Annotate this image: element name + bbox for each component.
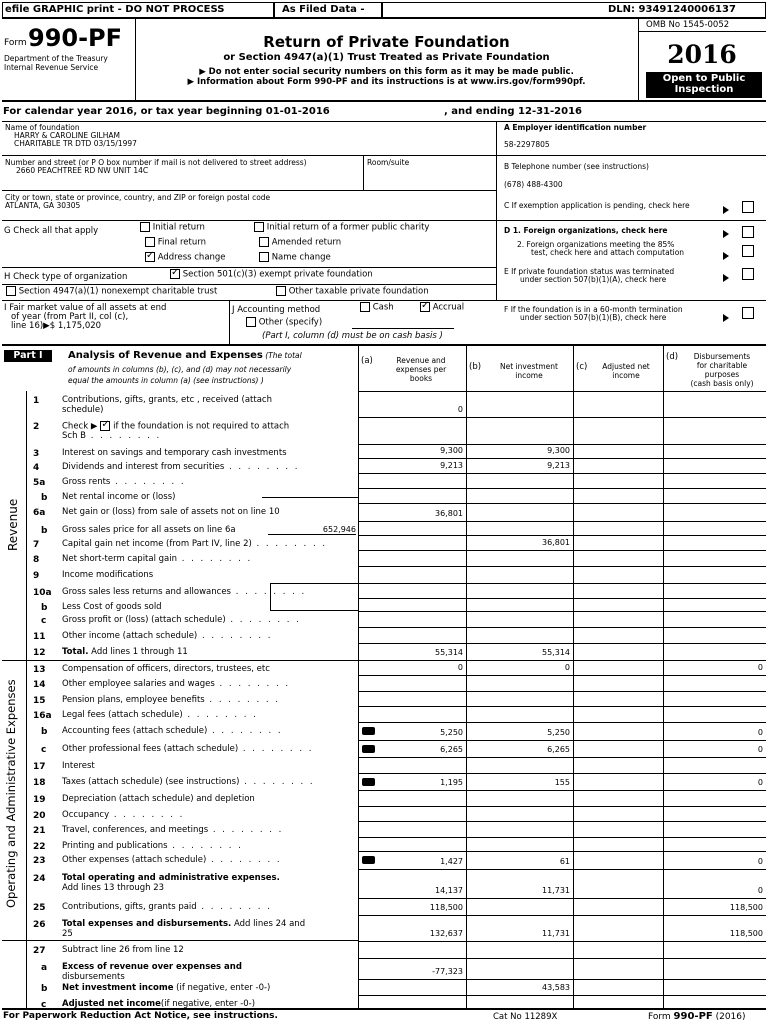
line-number: 4 xyxy=(33,463,40,473)
col-d-letter: (d) xyxy=(666,352,679,362)
row-rule xyxy=(358,691,766,692)
initial-former-option[interactable]: Initial return of a former public charity xyxy=(254,222,429,233)
row-rule xyxy=(358,473,766,474)
d2-checkbox[interactable] xyxy=(742,245,754,257)
form-subtitle: or Section 4947(a)(1) Trust Treated as Private Foundation xyxy=(223,52,550,63)
revenue-rule xyxy=(262,497,358,498)
city-label: City or town, state or province, country, and ZIP or foreign postal code xyxy=(5,193,271,202)
line-number: 2 xyxy=(33,422,40,432)
f-label-b: under section 507(b)(1)(B), check here xyxy=(520,313,667,322)
cell-a: 6,265 xyxy=(440,745,463,754)
f-checkbox[interactable] xyxy=(742,307,754,319)
cell-b: 43,583 xyxy=(542,983,570,992)
amended-return-checkbox[interactable] xyxy=(259,237,269,247)
dept-line2: Internal Revenue Service xyxy=(4,63,99,72)
line-description: Interest xyxy=(62,761,95,771)
cell-a: 118,500 xyxy=(429,903,463,912)
g-label: G Check all that apply xyxy=(4,226,99,236)
cell-d: 0 xyxy=(757,663,763,672)
tax-year: 2016 xyxy=(667,40,737,69)
row-rule xyxy=(358,740,766,741)
line-number: 25 xyxy=(33,903,46,913)
e-checkbox[interactable] xyxy=(742,268,754,280)
line-description: Dividends and interest from securities . . . xyxy=(62,462,300,472)
cell-a: 36,801 xyxy=(435,509,463,518)
line-description-cont: Sch B . . . xyxy=(62,431,161,441)
cell-b: 11,731 xyxy=(542,929,570,938)
line-description-cont: 25 xyxy=(62,929,73,939)
row-rule xyxy=(358,722,766,723)
initial-return-checkbox[interactable] xyxy=(140,222,150,232)
name-change-option[interactable]: Name change xyxy=(259,252,331,263)
row-rule xyxy=(358,521,766,522)
cell-b: 9,300 xyxy=(547,446,570,455)
d2-label-a: 2. Foreign organizations meeting the 85% xyxy=(517,240,675,249)
gross-sales-box xyxy=(270,583,358,611)
line-number: 19 xyxy=(33,795,46,805)
j-cash-option[interactable]: Cash xyxy=(360,302,394,313)
cell-b: 5,250 xyxy=(547,728,570,737)
line-description: Compensation of officers, directors, trustees, etc xyxy=(62,664,270,674)
row-rule xyxy=(358,915,766,916)
line-number: 26 xyxy=(33,920,46,930)
cell-a: 1,195 xyxy=(440,778,463,787)
line-description: Check ▶✓ if the foundation is not required to attach xyxy=(62,421,289,432)
line-description: Pension plans, employee benefits . . . xyxy=(62,695,280,705)
col-a-letter: (a) xyxy=(361,356,373,366)
f-label-a: F If the foundation is in a 60-month termination xyxy=(504,305,683,314)
initial-former-checkbox[interactable] xyxy=(254,222,264,232)
d1-checkbox[interactable] xyxy=(742,226,754,238)
form-title: Return of Private Foundation xyxy=(263,33,510,51)
row-rule xyxy=(358,706,766,707)
row-rule xyxy=(358,898,766,899)
line-number: b xyxy=(41,984,48,994)
cell-b: 0 xyxy=(564,663,570,672)
part1-title: Analysis of Revenue and Expenses (The total xyxy=(68,350,302,361)
row-rule xyxy=(358,598,766,599)
line-description-cont: schedule) xyxy=(62,405,104,415)
h-4947-option[interactable]: Section 4947(a)(1) nonexempt charitable trust xyxy=(6,286,217,297)
row-rule xyxy=(358,806,766,807)
h-501c3-checkbox[interactable] xyxy=(170,269,180,279)
row-rule xyxy=(358,821,766,822)
line-number: 27 xyxy=(33,946,46,956)
city-value: ATLANTA, GA 30305 xyxy=(5,201,81,210)
omb-number: OMB No 1545-0052 xyxy=(646,20,730,30)
e-label-a: E If private foundation status was terminated xyxy=(504,267,675,276)
d2-label-b: test, check here and attach computation xyxy=(531,248,685,257)
line-description: Taxes (attach schedule) (see instructions) . . . xyxy=(62,777,315,787)
line-description: Less Cost of goods sold xyxy=(62,602,162,612)
line-number: 12 xyxy=(33,648,46,658)
cell-a: 14,137 xyxy=(435,886,463,895)
part1-label: Part I xyxy=(4,350,52,362)
footer-form: Form 990-PF (2016) xyxy=(648,1011,746,1022)
line-description: Gross rents . . . xyxy=(62,477,186,487)
line-number: 8 xyxy=(33,555,40,565)
line-number: 17 xyxy=(33,762,46,772)
row-rule xyxy=(358,941,766,942)
c-arrow-icon xyxy=(723,205,729,215)
part1-sub1: of amounts in columns (b), (c), and (d) may not necessarily xyxy=(68,365,292,374)
h-other-option[interactable]: Other taxable private foundation xyxy=(276,286,429,297)
e-arrow-icon xyxy=(723,273,729,283)
row-rule xyxy=(358,643,766,644)
cell-a: 9,213 xyxy=(440,461,463,470)
line-description-cont: disbursements xyxy=(62,972,125,982)
line-description: Occupancy . . . xyxy=(62,810,184,820)
final-return-option[interactable]: Final return xyxy=(145,237,206,248)
cell-d: 0 xyxy=(757,778,763,787)
form-prefix: Form xyxy=(4,38,27,48)
footer-paperwork: For Paperwork Reduction Act Notice, see instructions. xyxy=(3,1011,278,1021)
part1-sub2: equal the amounts in column (a) (see instructions) ) xyxy=(68,376,264,385)
line-number: 13 xyxy=(33,665,46,675)
line-number: 20 xyxy=(33,811,46,821)
line-number: c xyxy=(41,616,47,626)
h-501c3-option[interactable]: ✓ Section 501(c)(3) exempt private foundation xyxy=(170,269,373,280)
line-number: c xyxy=(41,745,47,755)
line-description: Net rental income or (loss) xyxy=(62,492,176,502)
cell-a: 0 xyxy=(457,663,463,672)
line-description: Contributions, gifts, grants, etc , received (attach xyxy=(62,395,272,405)
j-label: J Accounting method xyxy=(232,305,321,315)
line-description: Other professional fees (attach schedule) . . . xyxy=(62,744,313,754)
line-description: Accounting fees (attach schedule) . . . xyxy=(62,726,283,736)
row-rule xyxy=(358,675,766,676)
foundation-name-1: HARRY & CAROLINE GILHAM xyxy=(14,131,120,140)
i-line2: of year (from Part II, col (c), xyxy=(11,312,129,322)
expenses-side-label: Operating and Administrative Expenses xyxy=(4,679,18,908)
f-arrow-icon xyxy=(723,313,729,323)
dept-line1: Department of the Treasury xyxy=(4,54,108,63)
c-label: C If exemption application is pending, check here xyxy=(504,201,690,210)
row-rule xyxy=(358,869,766,870)
inline-underline xyxy=(268,534,356,535)
j-note: (Part I, column (d) must be on cash basis ) xyxy=(262,331,443,341)
d1-arrow-icon xyxy=(723,229,729,239)
line-description: Gross profit or (loss) (attach schedule) . . . xyxy=(62,615,301,625)
line-number: 23 xyxy=(33,856,46,866)
street-value: 2660 PEACHTREE RD NW UNIT 14C xyxy=(16,166,149,175)
line-number: 15 xyxy=(33,696,46,706)
line-number: 10a xyxy=(33,588,52,598)
line-number: b xyxy=(41,727,48,737)
h-label: H Check type of organization xyxy=(4,272,128,282)
line-description: Gross sales less returns and allowances . . . xyxy=(62,587,306,597)
cell-b: 11,731 xyxy=(542,886,570,895)
cell-d: 0 xyxy=(757,745,763,754)
cell-a: 0 xyxy=(457,405,463,414)
cell-a: 5,250 xyxy=(440,728,463,737)
line-number: b xyxy=(41,526,48,536)
line-number: c xyxy=(41,1000,47,1010)
line-number: b xyxy=(41,493,48,503)
line-description: Income modifications xyxy=(62,570,154,580)
line-description: Legal fees (attach schedule) . . . xyxy=(62,710,258,720)
row-rule xyxy=(358,444,766,445)
row-rule xyxy=(358,458,766,459)
dln-label: DLN: 93491240006137 xyxy=(608,4,736,15)
col-b-header: Net investment income xyxy=(500,362,558,380)
line-description: Net gain or (loss) from sale of assets not on line 10 xyxy=(62,507,280,517)
sch-b-checkbox[interactable] xyxy=(100,421,110,431)
row-rule xyxy=(358,773,766,774)
row-rule xyxy=(358,611,766,612)
address-change-checkbox[interactable] xyxy=(145,252,155,262)
ein-label: A Employer identification number xyxy=(504,123,647,132)
row-rule xyxy=(358,417,766,418)
col-d-header: Disbursements for charitable purposes (cash basis only) xyxy=(690,352,754,388)
line-description: Total operating and administrative expenses. xyxy=(62,873,280,883)
row-rule xyxy=(358,503,766,504)
phone-label: B Telephone number (see instructions) xyxy=(504,162,649,171)
form-number: 990-PF xyxy=(28,24,123,52)
amended-return-option[interactable]: Amended return xyxy=(259,237,341,248)
j-accrual-option[interactable]: ✓ Accrual xyxy=(420,302,464,313)
e-label-b: under section 507(b)(1)(A), check here xyxy=(520,275,667,284)
ein-value: 58-2297805 xyxy=(504,140,550,149)
row-rule xyxy=(358,488,766,489)
row-rule xyxy=(358,851,766,852)
line-description: Travel, conferences, and meetings . . . xyxy=(62,825,283,835)
cell-b: 155 xyxy=(554,778,570,787)
line-number: 21 xyxy=(33,826,46,836)
cell-a: -77,323 xyxy=(432,967,463,976)
line-description: Total expenses and disbursements. Add lines 24 and xyxy=(62,919,306,929)
row-rule xyxy=(358,583,766,584)
line-number: 18 xyxy=(33,778,46,788)
line-number: 5a xyxy=(33,478,46,488)
line-description: Total. Add lines 1 through 11 xyxy=(62,647,188,657)
street-label: Number and street (or P O box number if mail is not delivered to street address) xyxy=(5,158,307,167)
cell-d: 0 xyxy=(757,886,763,895)
j-other-option[interactable]: Other (specify) xyxy=(246,317,322,328)
line-description: Net investment income (if negative, enter -0-) xyxy=(62,983,271,993)
cell-d: 118,500 xyxy=(729,929,763,938)
cell-a: 132,637 xyxy=(429,929,463,938)
cell-b: 9,213 xyxy=(547,461,570,470)
line-description-cont: Add lines 13 through 23 xyxy=(62,883,165,893)
line-number: 1 xyxy=(33,396,40,406)
line-number: 6a xyxy=(33,508,46,518)
row-rule xyxy=(358,627,766,628)
line-description: Other income (attach schedule) . . . xyxy=(62,631,272,641)
line-number: a xyxy=(41,963,48,973)
cell-b: 55,314 xyxy=(542,648,570,657)
cell-d: 0 xyxy=(757,728,763,737)
cell-a: 9,300 xyxy=(440,446,463,455)
j-other-checkbox[interactable] xyxy=(246,317,256,327)
cell-d: 0 xyxy=(757,857,763,866)
h-other-checkbox[interactable] xyxy=(276,286,286,296)
row-rule xyxy=(358,837,766,838)
line-number: 16a xyxy=(33,711,52,721)
note-ssn: ▶ Do not enter social security numbers on this form as it may be made public. xyxy=(199,67,574,77)
revenue-side-label: Revenue xyxy=(6,498,20,551)
cell-b: 61 xyxy=(559,857,570,866)
col-c-header: Adjusted net income xyxy=(602,362,650,380)
line-description: Interest on savings and temporary cash investments xyxy=(62,448,287,458)
cell-a: 55,314 xyxy=(435,648,463,657)
line-number: 7 xyxy=(33,540,40,550)
cell-a: 1,427 xyxy=(440,857,463,866)
h-4947-checkbox[interactable] xyxy=(6,286,16,296)
line-number: 22 xyxy=(33,842,46,852)
efile-label: efile GRAPHIC print - DO NOT PROCESS xyxy=(5,4,225,15)
cell-b: 36,801 xyxy=(542,538,570,547)
line-description: Capital gain net income (from Part IV, line 2) . . . xyxy=(62,539,327,549)
open-public-badge: Open to Public Inspection xyxy=(646,72,762,98)
line-number: b xyxy=(41,603,48,613)
line-description: Subtract line 26 from line 12 xyxy=(62,945,184,955)
cell-b: 6,265 xyxy=(547,745,570,754)
row-rule xyxy=(358,550,766,551)
filed-label: As Filed Data - xyxy=(282,4,365,15)
d1-label: D 1. Foreign organizations, check here xyxy=(504,226,668,235)
note-info: ▶ Information about Form 990-PF and its instructions is at www.irs.gov/form990pf. xyxy=(187,77,586,87)
line-description: Gross sales price for all assets on line 6a xyxy=(62,525,236,535)
room-label: Room/suite xyxy=(367,158,410,167)
j-cash-checkbox[interactable] xyxy=(360,302,370,312)
col-c-letter: (c) xyxy=(576,362,588,372)
line-number: 3 xyxy=(33,449,40,459)
line-description: Contributions, gifts, grants paid . . . xyxy=(62,902,272,912)
line-number: 24 xyxy=(33,874,46,884)
row-rule xyxy=(358,757,766,758)
i-line3: line 16)▶$ 1,175,020 xyxy=(11,321,102,331)
row-rule xyxy=(358,566,766,567)
line-description: Other expenses (attach schedule) . . . xyxy=(62,855,282,865)
address-change-option[interactable]: ✓ Address change xyxy=(145,252,226,263)
line-number: 14 xyxy=(33,680,46,690)
phone-value: (678) 488-4300 xyxy=(504,180,563,189)
row-rule xyxy=(358,790,766,791)
j-accrual-checkbox[interactable] xyxy=(420,302,430,312)
name-label: Name of foundation xyxy=(5,123,80,132)
final-return-checkbox[interactable] xyxy=(145,237,155,247)
initial-return-option[interactable]: Initial return xyxy=(140,222,205,233)
line-description: Adjusted net income(if negative, enter -0-) xyxy=(62,999,256,1009)
line-description: Excess of revenue over expenses and xyxy=(62,962,242,972)
line-number: 9 xyxy=(33,571,40,581)
col-a-header: Revenue and expenses per books xyxy=(395,356,447,383)
name-change-checkbox[interactable] xyxy=(259,252,269,262)
foundation-name-2: CHARITABLE TR DTD 03/15/1997 xyxy=(14,139,137,148)
c-checkbox[interactable] xyxy=(742,201,754,213)
row-rule xyxy=(358,979,766,980)
row-rule xyxy=(358,995,766,996)
calendar-end: , and ending 12-31-2016 xyxy=(444,106,582,117)
calendar-begin: For calendar year 2016, or tax year beginning 01-01-2016 xyxy=(3,106,330,117)
col-b-letter: (b) xyxy=(469,362,482,372)
row-rule xyxy=(358,660,766,661)
line-number: 11 xyxy=(33,632,46,642)
line-description: Depreciation (attach schedule) and depletion xyxy=(62,794,255,804)
line-description: Other employee salaries and wages . . . xyxy=(62,679,290,689)
row-rule xyxy=(358,535,766,536)
row-rule xyxy=(358,958,766,959)
cell-d: 118,500 xyxy=(729,903,763,912)
footer-cat: Cat No 11289X xyxy=(493,1012,558,1022)
inline-amount: 652,946 xyxy=(322,525,356,534)
line-description: Printing and publications . . . xyxy=(62,841,243,851)
d2-arrow-icon xyxy=(723,251,729,261)
i-line1: I Fair market value of all assets at end xyxy=(4,303,167,313)
line-description: Net short-term capital gain . . . xyxy=(62,554,252,564)
